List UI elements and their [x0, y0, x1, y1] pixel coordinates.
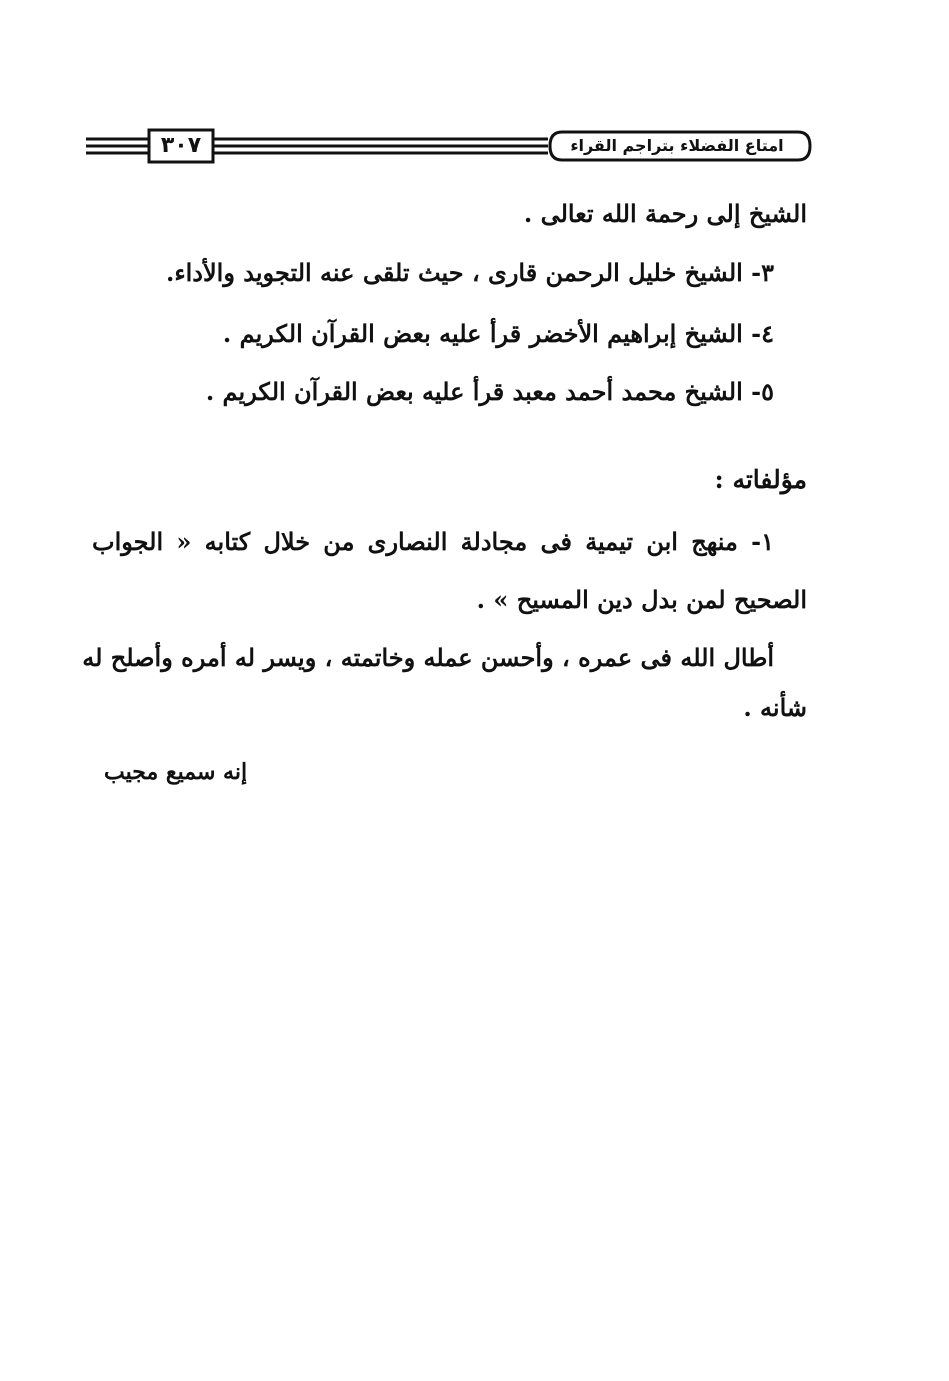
prayer-line-1: أطال الله فى عمره ، وأحسن عمله وخاتمته ، ويسر له أمره وأصلح له	[82, 643, 774, 672]
list-item-5: ٥- الشيخ محمد أحمد معبد قرأ عليه بعض القرآن الكريم .	[205, 377, 774, 406]
work-1-line-2: الصحيح لمن بدل دين المسيح » .	[476, 585, 807, 614]
book-title: امتاع الفضلاء بتراجم القراء	[570, 136, 784, 155]
prayer-line-2: شأنه .	[743, 693, 807, 722]
work-1-line-1: ١- منهج ابن تيمية فى مجادلة النصارى من خلال كتابه « الجواب	[92, 527, 774, 556]
page-number: ٣٠٧	[160, 133, 202, 158]
closing-line: إنه سميع مجيب	[104, 759, 248, 785]
list-item-3: ٣- الشيخ خليل الرحمن قارى ، حيث تلقى عنه التجويد والأداء.	[165, 258, 774, 287]
paragraph-line: الشيخ إلى رحمة الله تعالى .	[523, 199, 807, 228]
works-heading: مؤلفاته :	[714, 465, 807, 494]
list-item-4: ٤- الشيخ إبراهيم الأخضر قرأ عليه بعض القرآن الكريم .	[222, 319, 774, 348]
